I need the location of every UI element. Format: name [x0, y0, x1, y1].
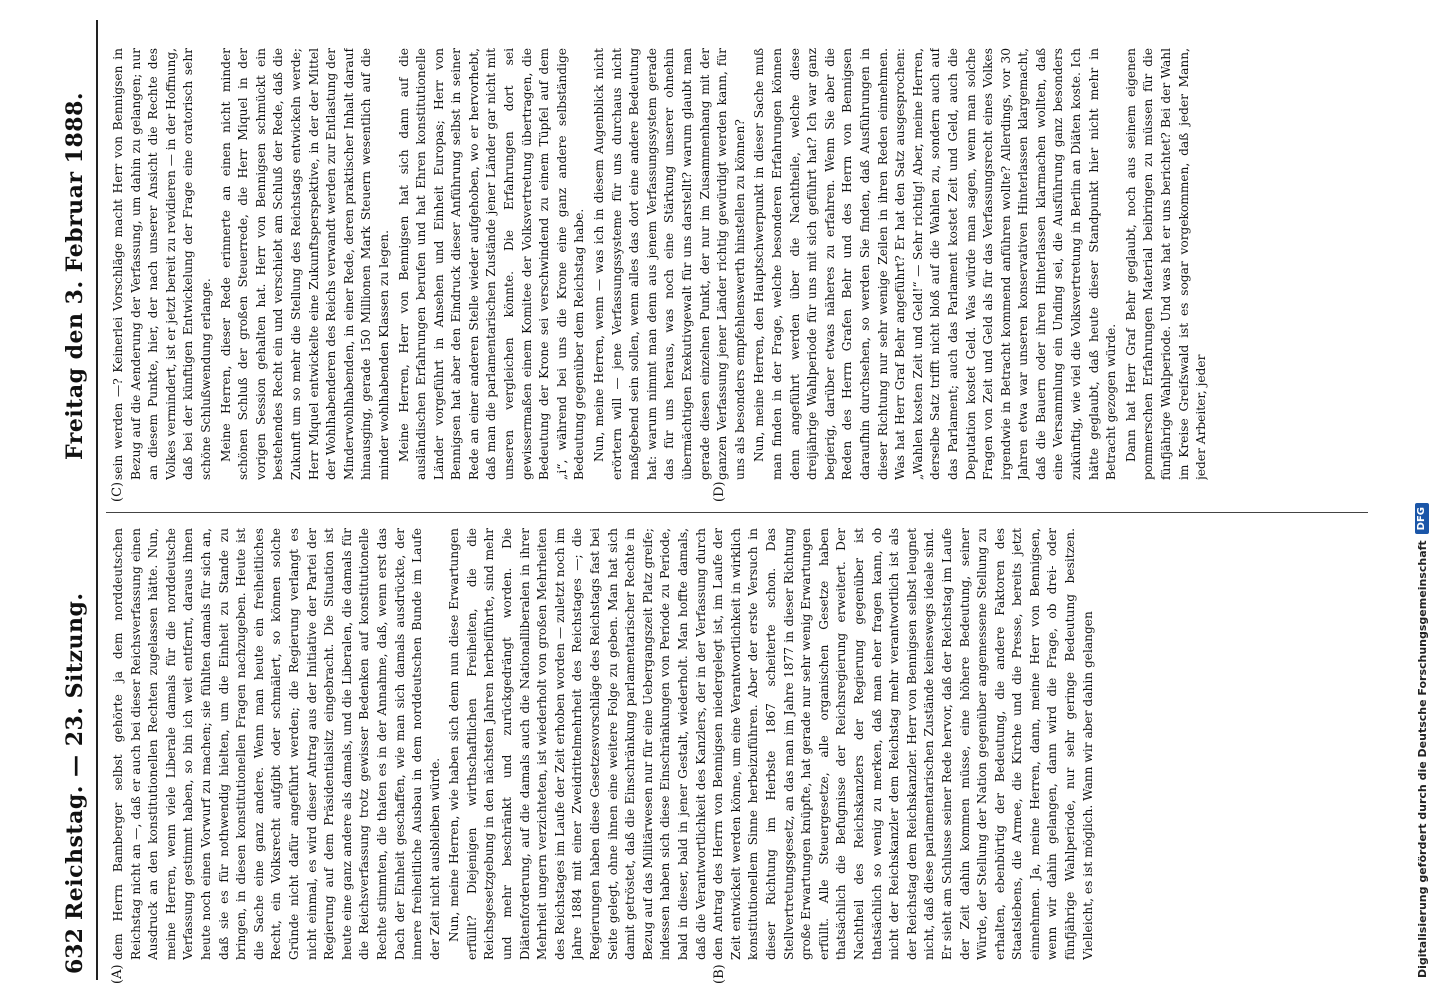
page-number: 632: [62, 928, 88, 974]
page-header: [60, 20, 94, 980]
right-column: [110, 48, 1368, 480]
section-marker-a: (A): [110, 964, 125, 984]
header-date: Freitag den 3. Februar 1888.: [62, 91, 88, 460]
dfg-logo: DFG: [1415, 503, 1429, 534]
left-column: [110, 528, 1368, 960]
header-title: Reichstag. — 23. Sitzung.: [62, 592, 88, 920]
paragraph: Nun, meine Herren, wenn — was ich in diesem Augenblick nicht erörtern will — jene Verfassungssysteme für uns durchaus nicht maßgebend sein sollen, wenn alles das dort eine andere Bedeutung hat: warum nimmt man denn aus jenem Verfassungssystem gerade das für uns heraus, was noch eine Stärkung unserer ohnehin übermächtigen Exekutivgewalt für uns darstellt? warum glaubt man gerade diesen einzelnen Punkt, der nur im Zusammenhang mit der ganzen Verfassung jener Länder richtig gewürdigt werden kann, für uns als besonders empfehlenswerth hinstellen zu können?: [592, 48, 747, 480]
section-marker-c: (C): [110, 481, 125, 502]
margin-credit-strip: [1412, 0, 1432, 1000]
paragraph: Nun, meine Herren, den Hauptschwerpunkt in dieser Sache muß man finden in der Frage, welche besonderen Erfahrungen können denn angeführt werden über die Nachtheile, welche diese dreijährige Wahlperiode für uns mit sich geführt hat? Ich war ganz begierig, darüber etwas näheres zu erfahren. Wenn Sie aber die Reden des Herrn Grafen Behr und des Herrn von Bennigsen daraufhin durchsehen, so werden Sie finden, daß Ausführungen in dieser Richtung nur sehr wenige Zeilen in ihren Reden einnehmen. Was hat Herr Graf Behr angeführt? Er hat den Satz ausgesprochen: „Wahlen kosten Zeit und Geld!“ — Sehr richtig! Aber, meine Herren, derselbe Satz trifft nicht bloß auf die Wahlen zu, sondern auch auf das Parlament; auch das Parlament kostet Zeit und Geld, auch die Deputation kostet Geld. Was würde man sagen, wenn man solche Fragen von Zeit und Geld als für das Verfassungsrecht eines Volkes irgendwie in Betracht kommend anführen wollte? Allerdings, vor 30 Jahren etwa war unseren konservativen Hinterlassen klargemacht, daß die Bauern oder ihren Hinterlassen klarmachen wollten, daß eine Versammlung ein Unding sei, die Ausführung ganz besonders zukünftig, wie viel die Volksvertretung in Berlin an Diäten koste. Ich hätte geglaubt, daß heute dieser Standpunkt hier nicht mehr in Betracht gezogen würde.: [752, 48, 1119, 480]
paragraph: Nun, meine Herren, wie haben sich denn nun diese Erwartungen erfüllt? Diejenigen wirthschaftlichen Freiheiten, die die Reichsgesetzgebung in den nächsten Jahren herbeiführte, sind mehr und mehr beschränkt und zurückgedrängt worden. Die Diätenforderung, auf die damals auch die Nationalliberalen in ihrer Mehrheit ungern verzichteten, ist wiederholt von großen Mehrheiten des Reichstages im Laufe der Zeit erhoben worden — zuletzt noch im Jahre 1884 mit einer Zweidrittelmehrheit des Reichstages —; die Regierungen haben diese Gesetzesvorschläge des Reichstags fast bei Seite gelegt, ohne ihnen eine weitere Folge zu geben. Man hat sich damit getröstet, daß die Einschränkung parlamentarischer Rechte in Bezug auf das Militärwesen nur für eine Uebergangszeit Platz greife; indessen haben sich diese Einschränkungen von Periode zu Periode, bald in dieser, bald in jener Gestalt, wiederholt. Man hoffte damals, daß die Verantwortlichkeit des Kanzlers, der in der Verfassung durch den Antrag des Herrn von Bennigsen niedergelegt ist, im Laufe der Zeit entwickelt werden könne, um eine Verantwortlichkeit in wirklich konstitutionellem Sinne herbeizuführen. Aber der erste Versuch in dieser Richtung im Herbste 1867 scheiterte schon. Das Stellvertretungsgesetz, an das man im Jahre 1877 in dieser Richtung große Erwartungen knüpfte, hat gerade nur sehr wenig Erwartungen erfüllt. Alle Steuergesetze, alle organischen Gesetze haben thatsächlich die Befugnisse der Reichsregierung erweitert. Der Nachtheil des Reichskanzlers der Regierung gegenüber ist thatsächlich so wenig zu merken, daß man eher fragen kann, ob nicht der Reichskanzler dem Reichstag mehr verantwortlich ist als der Reichstag dem Reichskanzler. Herr von Bennigsen selbst leugnet nicht, daß diese parlamentarischen Zustände keineswegs ideale sind. Er sieht am Schlusse seiner Rede hervor, daß der Reichstag im Laufe der Zeit dahin kommen müsse, eine höhere Bedeutung, seiner Würde, der Stellung der Nation gegenüber angemessene Stellung zu erhalten, ebenbürtig der Bedeutung, die andere Faktoren des Staatslebens, die Armee, die Kirche und die Presse, bereits jetzt einnehmen. Ja, meine Herren, dann, meine Herr von Bennigsen, wenn wir dahin gelangen, dann wird die Frage, ob drei- oder fünfjährige Wahlperiode, nur sehr geringe Bedeutung besitzen. Vielleicht, es ist möglich. Wann wir aber dahin gelangen: [447, 528, 1095, 960]
credit-text: Digitalisierung gefördert durch die Deutsche Forschungsgemeinschaft: [1415, 540, 1429, 978]
newspaper-page: [56, 20, 1376, 984]
section-marker-b: (B): [712, 964, 727, 984]
paragraph: Dann hat Herr Graf Behr geglaubt, noch aus seinem eigenen pommerschen Erfahrungen Material beibringen zu müssen für die fünfjährige Wahlperiode. Und was hat er uns berichtet? Bei der Wahl im Kreise Greifswald ist es sogar vorgekommen, daß jeder Mann, jeder Arbeiter, jeder: [1123, 48, 1209, 480]
paragraph: Meine Herren, dieser Rede erinnerte an einen nicht minder schönen Schluß der großen Steuerrede, die Herr Miquel in der vorigen Session gehalten hat. Herr von Bennigsen schmückt ein bestehendes Recht ein und verschiebt am Schluß der Rede, daß die Zukunft um so mehr die Stellung des Reichstags entwickeln werde; Herr Miquel entwickelte eine Zukunftsperspektive, in der der Mittel der Wohlhabenderen des Reichs verwandt werden zur Entlastung der Minderwohlhabenden, in einer Rede, deren praktischer Inhalt darauf hinausging, gerade 150 Millionen Mark Steuern wesentlich auf die minder wohlhabenden Klassen zu legen.: [218, 48, 391, 480]
paragraph: dem Herrn Bamberger selbst gehörte ja dem norddeutschen Reichstag nicht an —, daß er auch bei dieser Reichsverfassung einen Ausdruck an den konstitutionellen Rechten zugelassen hätte. Nun, meine Herren, wenn viele Liberale damals für die norddeutsche Verfassung gestimmt haben, so bin ich weit entfernt, daraus ihnen heute noch einen Vorwurf zu machen; sie fühlten damals für sich an, daß sie es für nothwendig hielten, um die Einheit zu Stande zu bringen, in diesen konstitutionellen Fragen nachzugeben. Heute ist die Sache eine ganz andere. Wenn man heute ein freiheitliches Recht, ein Volksrecht aufgibt oder schmälert, so können solche Gründe nicht dafür angeführt werden; die Regierung verlangt es nicht einmal, es wird dieser Antrag aus der Initiative der Partei der Regierung auf dem Präsidentialsitz eingebracht. Die Situation ist heute eine ganz andere als damals, und die Liberalen, die damals für die Reichsverfassung trotz gewisser Bedenken auf konstitutionelle Rechte stimmten, die thaten es in der Annahme, daß, wenn erst das Dach der Einheit geschaffen, wie man sich damals ausdrückte, der innere freiheitliche Ausbau in dem norddeutschen Bunde im Laufe der Zeit nicht ausbleiben würde.: [111, 528, 442, 960]
column-divider: [106, 512, 1368, 513]
margin-credit: [1413, 10, 1431, 990]
section-marker-d: (D): [712, 481, 727, 502]
paragraph: sein werden —? Keinerlei Vorschläge macht Herr von Bennigsen in Bezug auf die Aenderung der Verfassung, um dahin zu gelangen; nur an diesem Punkte, hier, der nach unserer Ansicht die Rechte des Volkes vermindert, ist er jetzt bereit zu revidieren — in der Hoffnung, daß bei der künftigen Entwickelung der Frage eine oratorisch sehr schöne Schlußwendung erlange.: [111, 48, 213, 480]
paragraph: Meine Herren, Herr von Bennigsen hat sich dann auf die ausländischen Erfahrungen berufen und hat Ehren konstitutionelle Länder vorgeführt in Ansehen und Einheit Europas; Herr von Bennigsen hat aber den Eindruck dieser Anführung selbst in seiner Rede an einer anderen Stelle wieder aufgehoben, wo er hervorhebt, daß man die parlamentarischen Zustände jener Länder gar nicht mit unseren vergleichen könnte. Die Erfahrungen dort sei gewissermaßen einem Komitee der Volksvertretung übertragen, die Bedeutung der Krone sei verschwindend zu einem Tüpfel auf dem „i“, während bei uns die Krone eine ganz andere selbständige Bedeutung gegenüber dem Reichstag habe.: [396, 48, 587, 480]
header-rule: [96, 20, 98, 980]
